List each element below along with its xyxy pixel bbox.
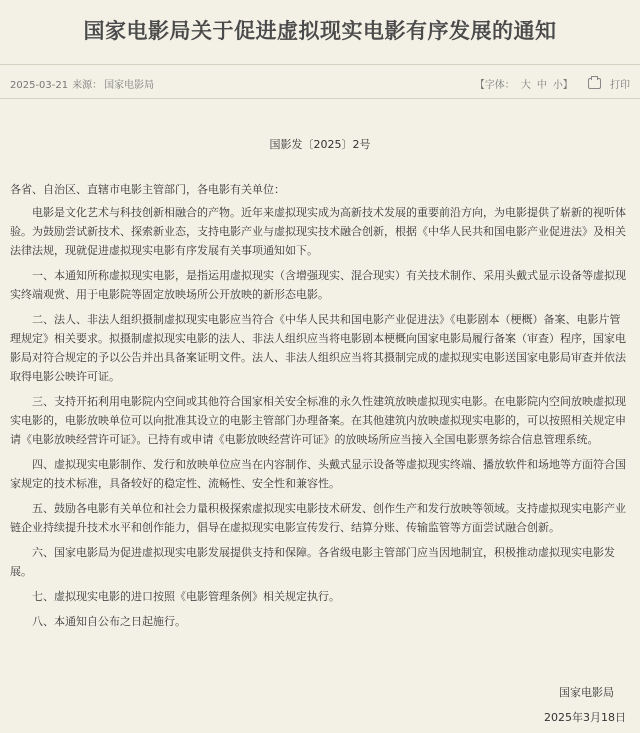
article-meta [10, 78, 630, 94]
paragraph-4: 四、虚拟现实电影制作、发行和放映单位应当在内容制作、头戴式显示设备等虚拟现实终端、播放软件和场地等方面符合国家规定的技术标准，具备较好的稳定性、流畅性、安全性和兼容性。 [10, 458, 626, 490]
paragraph-3: 三、支持开拓利用电影院内空间或其他符合国家相关安全标准的永久性建筑放映虚拟现实电影。在电影院内空间放映虚拟现实电影的，电影放映单位可以向批准其设立的电影主管部门办理备案。在其他建筑内放映虚拟现实电影的，可以按照相关规定申请《电影放映经营许可证》。已持有或申请《电影放映经营许可证》的放映场所应当接入全国电影票务综合信息管理系统。 [10, 395, 626, 446]
meta-divider [0, 98, 640, 99]
paragraph-2: 二、法人、非法人组织摄制虚拟现实电影应当符合《中华人民共和国电影产业促进法》《电影剧本（梗概）备案、电影片管理规定》相关要求。拟摄制虚拟现实电影的法人、非法人组织应当将电影剧本梗概向国家电影局履行备案（审查）程序，国家电影局对符合规定的予以公告并出具备案证明文件。法人、非法人组织应当将其摄制完成的虚拟现实电影送国家电影局审查并依法取得电影公映许可证。 [10, 313, 626, 383]
font-size-label: 【字体： [474, 80, 515, 91]
font-large-link[interactable]: 大 [520, 80, 531, 91]
paragraph-5: 五、鼓励各电影有关单位和社会力量积极探索虚拟现实电影技术研发、创作生产和发行放映等领域。支持虚拟现实电影产业链企业持续提升技术水平和创作能力，倡导在虚拟现实电影宣传发行、结算分账、传输监管等方面尝试融合创新。 [10, 502, 626, 534]
print-button[interactable] [582, 80, 630, 91]
paragraph-1: 一、本通知所称虚拟现实电影，是指运用虚拟现实（含增强现实、混合现实）有关技术制作、采用头戴式显示设备等虚拟现实终端观赏、用于电影院等固定放映场所公开放映的新形态电影。 [10, 269, 626, 301]
addressee: 各省、自治区、直辖市电影主管部门，各电影有关单位： [10, 183, 285, 196]
paragraph-6: 六、国家电影局为促进虚拟现实电影发展提供支持和保障。各省级电影主管部门应当因地制宜，积极推动虚拟现实电影发展。 [10, 546, 615, 578]
document-number: 国影发〔2025〕2号 [269, 138, 371, 151]
font-small-link[interactable]: 小】 [552, 80, 573, 91]
font-medium-link[interactable]: 中 [536, 80, 547, 91]
signature-org: 国家电影局 [559, 686, 614, 699]
title-divider [0, 64, 640, 65]
paragraph-7: 七、虚拟现实电影的进口按照《电影管理条例》相关规定执行。 [32, 590, 340, 603]
page-title: 国家电影局关于促进虚拟现实电影有序发展的通知 [83, 19, 557, 43]
source-label: 来源： [72, 80, 103, 91]
article-body [10, 180, 630, 637]
signature-date: 2025年3月18日 [544, 711, 626, 724]
paragraph-8: 八、本通知自公布之日起施行。 [32, 615, 186, 628]
paragraph-intro: 电影是文化艺术与科技创新相融合的产物。近年来虚拟现实成为高新技术发展的重要前沿方向，为电影提供了崭新的视听体验。为鼓励尝试新技术、探索新业态，支持电影产业与虚拟现实技术融合创新，根据《中华人民共和国电影产业促进法》及相关法律法规，现就促进虚拟现实电影有序发展有关事项通知如下。 [10, 206, 626, 257]
printer-icon [588, 78, 601, 89]
source-name: 国家电影局 [104, 80, 155, 91]
publish-date: 2025-03-21 [10, 80, 69, 91]
print-label: 打印 [610, 80, 630, 91]
